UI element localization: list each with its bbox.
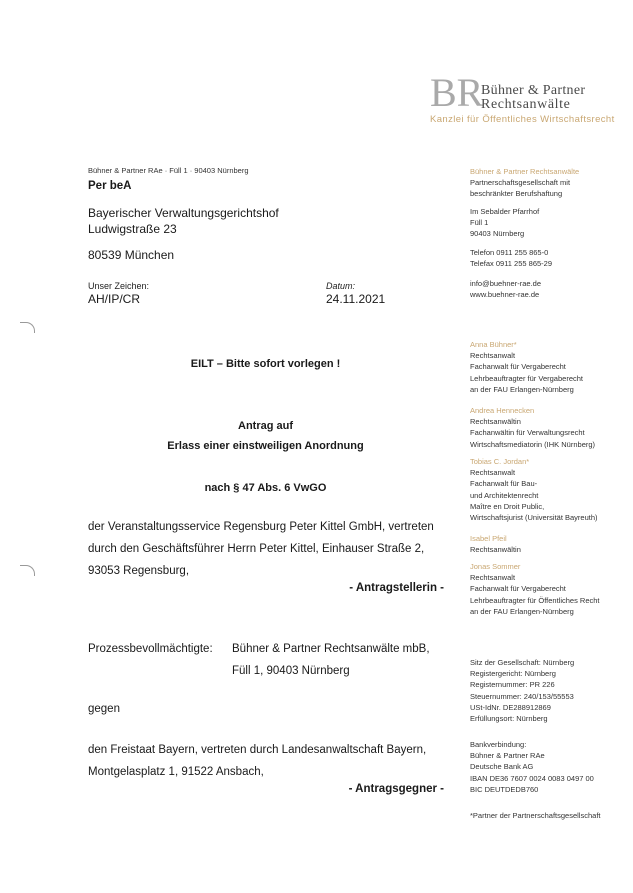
lawyer-name: Tobias C. Jordan* xyxy=(470,457,530,466)
lawyer-title: Maître en Droit Public, xyxy=(470,501,545,511)
registry-line: Registernummer: PR 226 xyxy=(470,680,555,690)
bank-block xyxy=(470,739,594,795)
urgent-notice: EILT – Bitte sofort vorlegen ! xyxy=(190,358,341,370)
recipient-city: 80539 München xyxy=(88,248,175,262)
sidebar-address-block xyxy=(470,206,539,240)
bank-line: IBAN DE36 7607 0024 0083 0497 00 xyxy=(470,773,594,783)
recipient-street: Ludwigstraße 23 xyxy=(88,222,177,236)
reference-label: Unser Zeichen: xyxy=(88,281,150,291)
lawyer-block xyxy=(470,533,521,555)
title-line2: Erlass einer einstweiligen Anordnung xyxy=(167,440,364,452)
applicant-line2: durch den Geschäftsführer Herrn Peter Kittel, Einhauser Straße 2, xyxy=(88,543,425,555)
lawyer-title: Rechtsanwältin xyxy=(470,417,521,427)
date-label: Datum: xyxy=(326,281,356,291)
lawyer-title: und Architektenrecht xyxy=(470,490,539,500)
sidebar-addr3: 90403 Nürnberg xyxy=(470,229,525,239)
firm-name-line2: Rechtsanwälte xyxy=(481,97,571,112)
sidebar-contact-block xyxy=(470,247,552,269)
sidebar-web[interactable]: www.buehner-rae.de xyxy=(470,290,540,300)
bank-line: BIC DEUTDEDB760 xyxy=(470,784,539,794)
lawyer-title: an der FAU Erlangen-Nürnberg xyxy=(470,606,574,616)
fold-mark-top xyxy=(20,322,35,333)
firm-logo-monogram xyxy=(430,70,484,115)
lawyer-title: Rechtsanwalt xyxy=(470,468,516,478)
lawyer-name: Jonas Sommer xyxy=(470,562,521,571)
date-value: 24.11.2021 xyxy=(326,292,386,306)
counsel-line2: Füll 1, 90403 Nürnberg xyxy=(232,665,350,677)
lawyer-name: Anna Bühner* xyxy=(470,340,517,349)
recipient-name: Bayerischer Verwaltungsgerichtshof xyxy=(88,206,279,220)
applicant-paragraph xyxy=(88,516,444,582)
lawyer-title: Lehrbeauftragter für Öffentliches Recht xyxy=(470,595,600,605)
counsel-label: Prozessbevollmächtigte: xyxy=(88,643,213,655)
counsel-line1: Bühner & Partner Rechtsanwälte mbB, xyxy=(232,643,430,655)
lawyer-title: Fachanwältin für Verwaltungsrecht xyxy=(470,428,585,438)
sidebar-phone: Telefon 0911 255 865-0 xyxy=(470,248,549,257)
reference-value: AH/IP/CR xyxy=(88,292,141,306)
respondent-line1: den Freistaat Bayern, vertreten durch Landesanwaltschaft Bayern, xyxy=(88,744,427,756)
fold-mark-middle xyxy=(20,565,35,576)
bank-line: Bühner & Partner RAe xyxy=(470,751,545,761)
sidebar-firm-type2: beschränkter Berufshaftung xyxy=(470,189,563,199)
registry-line: USt-IdNr. DE288912869 xyxy=(470,702,551,712)
registry-line: Erfüllungsort: Nürnberg xyxy=(470,714,548,724)
bank-line: Bankverbindung: xyxy=(470,740,527,749)
sidebar-firm-type1: Partnerschaftsgesellschaft mit xyxy=(470,178,571,188)
lawyer-block xyxy=(470,339,583,395)
lawyer-block xyxy=(470,561,600,617)
sidebar-firm-name: Bühner & Partner Rechtsanwälte xyxy=(470,167,580,176)
registry-block xyxy=(470,657,574,724)
lawyer-title: Wirtschaftsmediatorin (IHK Nürnberg) xyxy=(470,439,596,449)
lawyer-title: Fachanwalt für Bau- xyxy=(470,479,538,489)
lawyer-name: Andrea Hennecken xyxy=(470,406,535,415)
logo-letter-b: BR xyxy=(430,70,484,115)
sidebar-addr2: Füll 1 xyxy=(470,218,489,228)
applicant-line3: 93053 Regensburg, xyxy=(88,565,190,577)
sidebar-email[interactable]: info@buehner-rae.de xyxy=(470,279,541,288)
respondent-paragraph xyxy=(88,739,444,783)
against-word: gegen xyxy=(88,703,120,715)
lawyer-block xyxy=(470,456,598,523)
registry-line: Registergericht: Nürnberg xyxy=(470,669,556,679)
firm-name-line1: Bühner & Partner xyxy=(481,83,586,98)
lawyer-title: Fachanwalt für Vergaberecht xyxy=(470,584,566,594)
respondent-role: - Antragsgegner - xyxy=(348,783,444,795)
delivery-method: Per beA xyxy=(88,180,132,192)
title-line3: nach § 47 Abs. 6 VwGO xyxy=(204,482,327,494)
lawyer-title: Rechtsanwältin xyxy=(470,545,521,555)
lawyer-block xyxy=(470,405,595,450)
registry-line: Steuernummer: 240/153/55553 xyxy=(470,691,574,701)
title-line1: Antrag auf xyxy=(238,420,293,432)
registry-line: Sitz der Gesellschaft: Nürnberg xyxy=(470,658,575,667)
sidebar-fax: Telefax 0911 255 865-29 xyxy=(470,259,553,269)
sender-line: Bühner & Partner RAe · Füll 1 · 90403 Nürnberg xyxy=(88,166,249,175)
sidebar-addr1: Im Sebalder Pfarrhof xyxy=(470,207,540,216)
sidebar-firm-block xyxy=(470,166,579,200)
lawyer-name: Isabel Pfeil xyxy=(470,534,507,543)
respondent-line2: Montgelasplatz 1, 91522 Ansbach, xyxy=(88,766,264,778)
lawyer-title: Rechtsanwalt xyxy=(470,351,516,361)
sidebar-online-block xyxy=(470,278,541,300)
footnote: *Partner der Partnerschaftsgesellschaft xyxy=(470,811,601,820)
lawyer-title: an der FAU Erlangen-Nürnberg xyxy=(470,384,574,394)
bank-line: Deutsche Bank AG xyxy=(470,762,534,772)
lawyer-title: Rechtsanwalt xyxy=(470,573,516,583)
applicant-role: - Antragstellerin - xyxy=(349,582,444,594)
lawyer-title: Lehrbeauftragter für Vergaberecht xyxy=(470,373,583,383)
lawyer-title: Wirtschaftsjurist (Universität Bayreuth) xyxy=(470,513,598,523)
firm-tagline: Kanzlei für Öffentliches Wirtschaftsrecht xyxy=(430,114,615,125)
applicant-line1: der Veranstaltungsservice Regensburg Peter Kittel GmbH, vertreten xyxy=(88,521,434,533)
lawyer-title: Fachanwalt für Vergaberecht xyxy=(470,362,566,372)
